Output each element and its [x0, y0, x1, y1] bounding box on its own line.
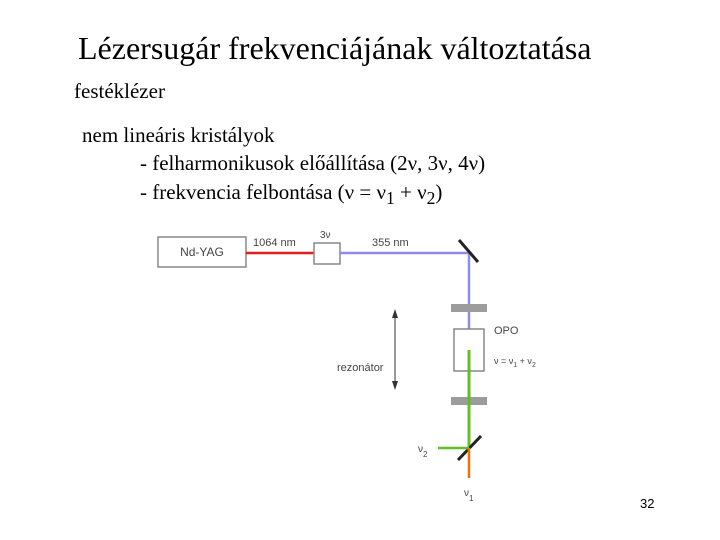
resonator-label: rezonátor [337, 362, 384, 374]
nu1-label: $\nu_1$ [464, 488, 474, 503]
slide-title: Lézersugár frekvenciájának változtatása [78, 30, 592, 66]
crystal-label: 3ν [320, 230, 331, 241]
freq-suffix: ) [435, 180, 443, 204]
freq-mid: + ν [394, 180, 427, 204]
freq-sub2: 2 [426, 188, 436, 209]
resonator-arrow-head-up [392, 309, 398, 318]
nu2-label: $\nu_2$ [418, 444, 428, 459]
wave-355-label: 355 nm [372, 237, 409, 249]
bullet-nonlinear-crystals: nem lineáris kristályok [82, 123, 275, 147]
resonator-arrow-head-down [392, 381, 398, 390]
page-number: 32 [640, 496, 655, 511]
bullet-harmonics: - felharmonikusok előállítása (2ν, 3ν, 4ν) [140, 151, 486, 175]
third-harmonic-crystal [314, 243, 340, 264]
freq-prefix: - frekvencia felbontása (ν = ν [140, 180, 386, 204]
opo-label: OPO [494, 325, 519, 337]
opo-equation: $\nu = \nu_1 + \nu_2$ [494, 356, 536, 369]
wave-1064-label: 1064 nm [253, 237, 296, 249]
ndyag-label: Nd-YAG [180, 245, 224, 259]
freq-sub1: 1 [385, 188, 395, 209]
bullet-festeklezer: festéklézer [74, 79, 165, 103]
resonator-mirror-top [451, 304, 487, 312]
